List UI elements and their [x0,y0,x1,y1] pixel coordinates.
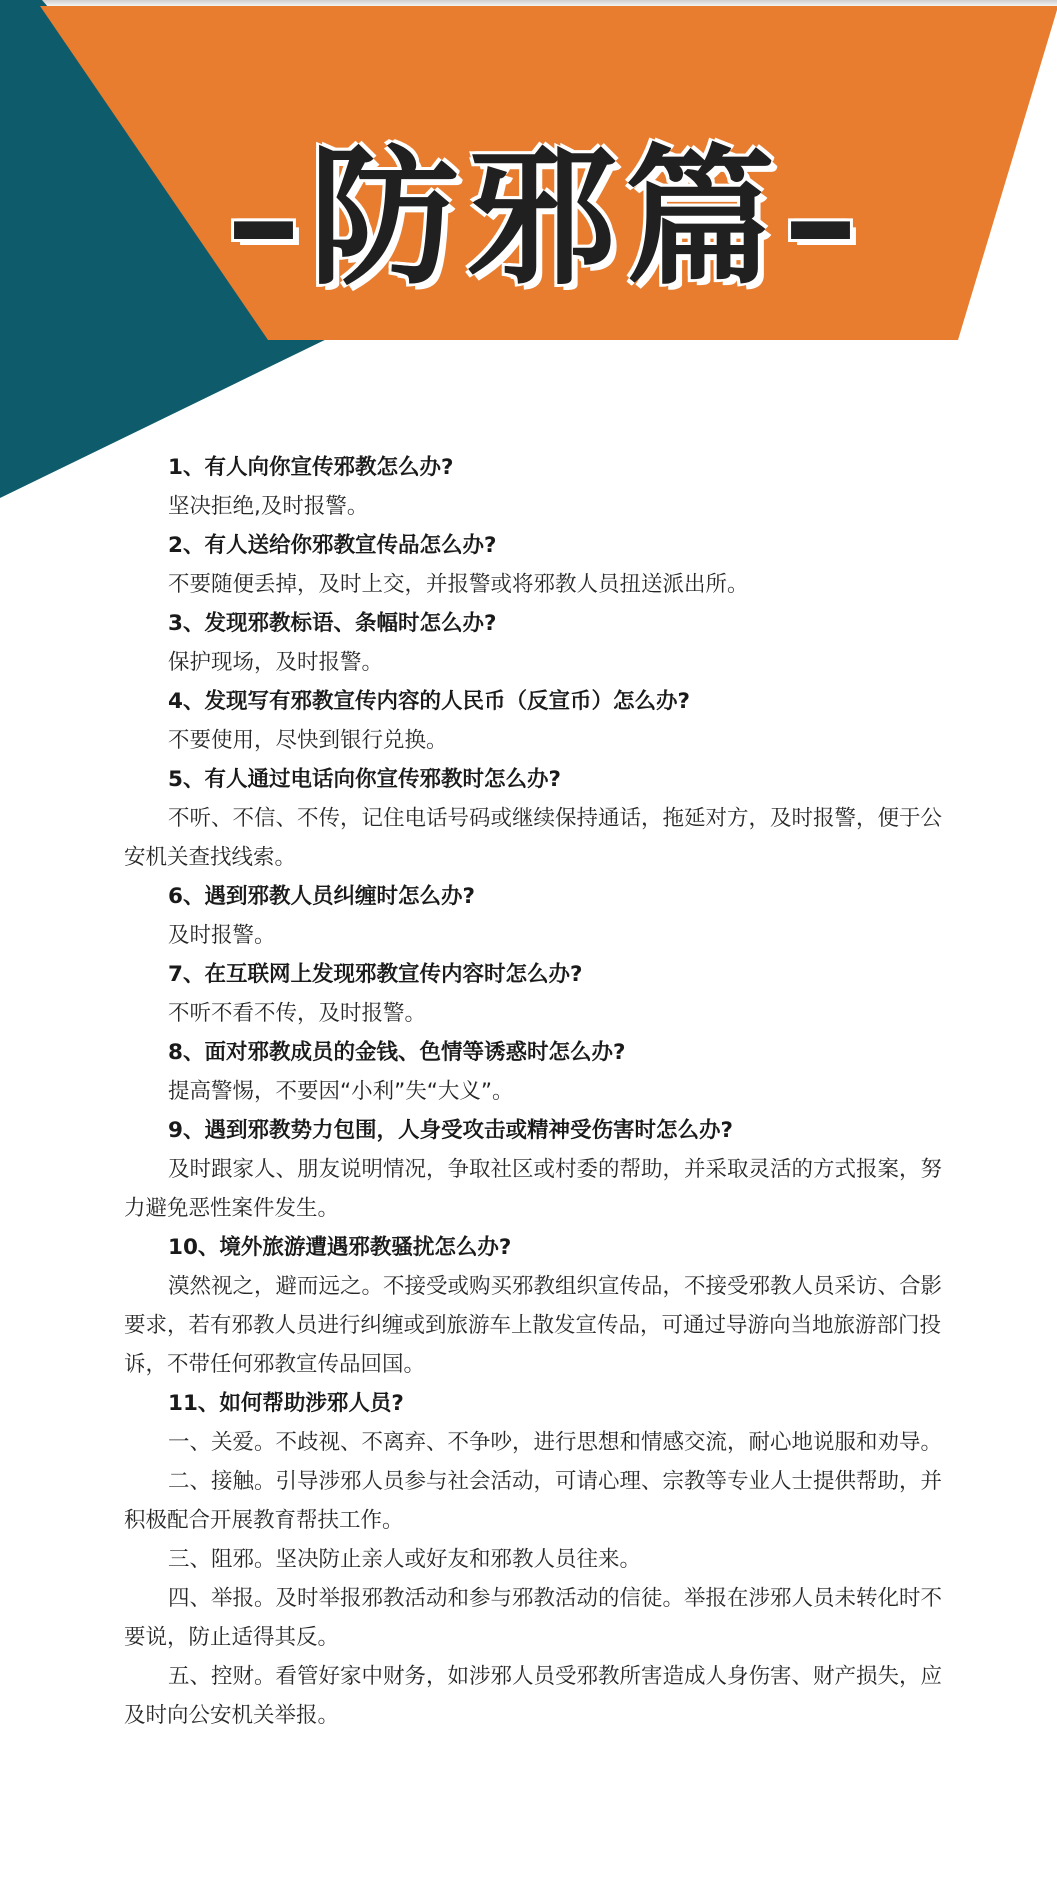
faq-content [124,448,952,1735]
help-point-2: 二、接触。引导涉邪人员参与社会活动，可请心理、宗教等专业人士提供帮助，并积极配合开展教育帮扶工作。 [124,1469,943,1533]
question-1: 1、有人向你宣传邪教怎么办? [168,455,454,480]
answer-6: 及时报警。 [168,923,276,948]
question-10: 10、境外旅游遭遇邪教骚扰怎么办? [168,1235,512,1260]
question-8: 8、面对邪教成员的金钱、色情等诱惑时怎么办? [168,1040,626,1065]
answer-5: 不听、不信、不传，记住电话号码或继续保持通话，拖延对方，及时报警，便于公安机关查找线索。 [124,806,943,870]
question-7: 7、在互联网上发现邪教宣传内容时怎么办? [168,962,583,987]
question-5: 5、有人通过电话向你宣传邪教时怎么办? [168,767,561,792]
answer-2: 不要随便丢掉，及时上交，并报警或将邪教人员扭送派出所。 [168,572,749,597]
answer-8: 提高警惕，不要因“小利”失“大义”。 [168,1079,514,1104]
help-point-4: 四、举报。及时举报邪教活动和参与邪教活动的信徒。举报在涉邪人员未转化时不要说，防止适得其反。 [124,1586,943,1650]
answer-4: 不要使用，尽快到银行兑换。 [168,728,448,753]
answer-3: 保护现场，及时报警。 [168,650,384,675]
question-3: 3、发现邪教标语、条幅时怎么办? [168,611,497,636]
question-4: 4、发现写有邪教宣传内容的人民币（反宣币）怎么办? [168,689,690,714]
help-point-3: 三、阻邪。坚决防止亲人或好友和邪教人员往来。 [168,1547,642,1572]
question-11: 11、如何帮助涉邪人员? [168,1391,404,1416]
question-2: 2、有人送给你邪教宣传品怎么办? [168,533,497,558]
page-title: –防邪篇– [226,130,867,306]
answer-7: 不听不看不传，及时报警。 [168,1001,427,1026]
question-9: 9、遇到邪教势力包围，人身受攻击或精神受伤害时怎么办? [168,1118,733,1143]
help-point-1: 一、关爱。不歧视、不离弃、不争吵，进行思想和情感交流，耐心地说服和劝导。 [168,1430,943,1455]
answer-9: 及时跟家人、朋友说明情况，争取社区或村委的帮助，并采取灵活的方式报案，努力避免恶性案件发生。 [124,1157,943,1221]
answer-1: 坚决拒绝,及时报警。 [168,494,369,519]
answer-10: 漠然视之，避而远之。不接受或购买邪教组织宣传品，不接受邪教人员采访、合影要求，若有邪教人员进行纠缠或到旅游车上散发宣传品，可通过导游向当地旅游部门投诉，不带任何邪教宣传品回国。 [124,1274,943,1377]
question-6: 6、遇到邪教人员纠缠时怎么办? [168,884,475,909]
help-point-5: 五、控财。看管好家中财务，如涉邪人员受邪教所害造成人身伤害、财产损失，应及时向公安机关举报。 [124,1664,943,1728]
